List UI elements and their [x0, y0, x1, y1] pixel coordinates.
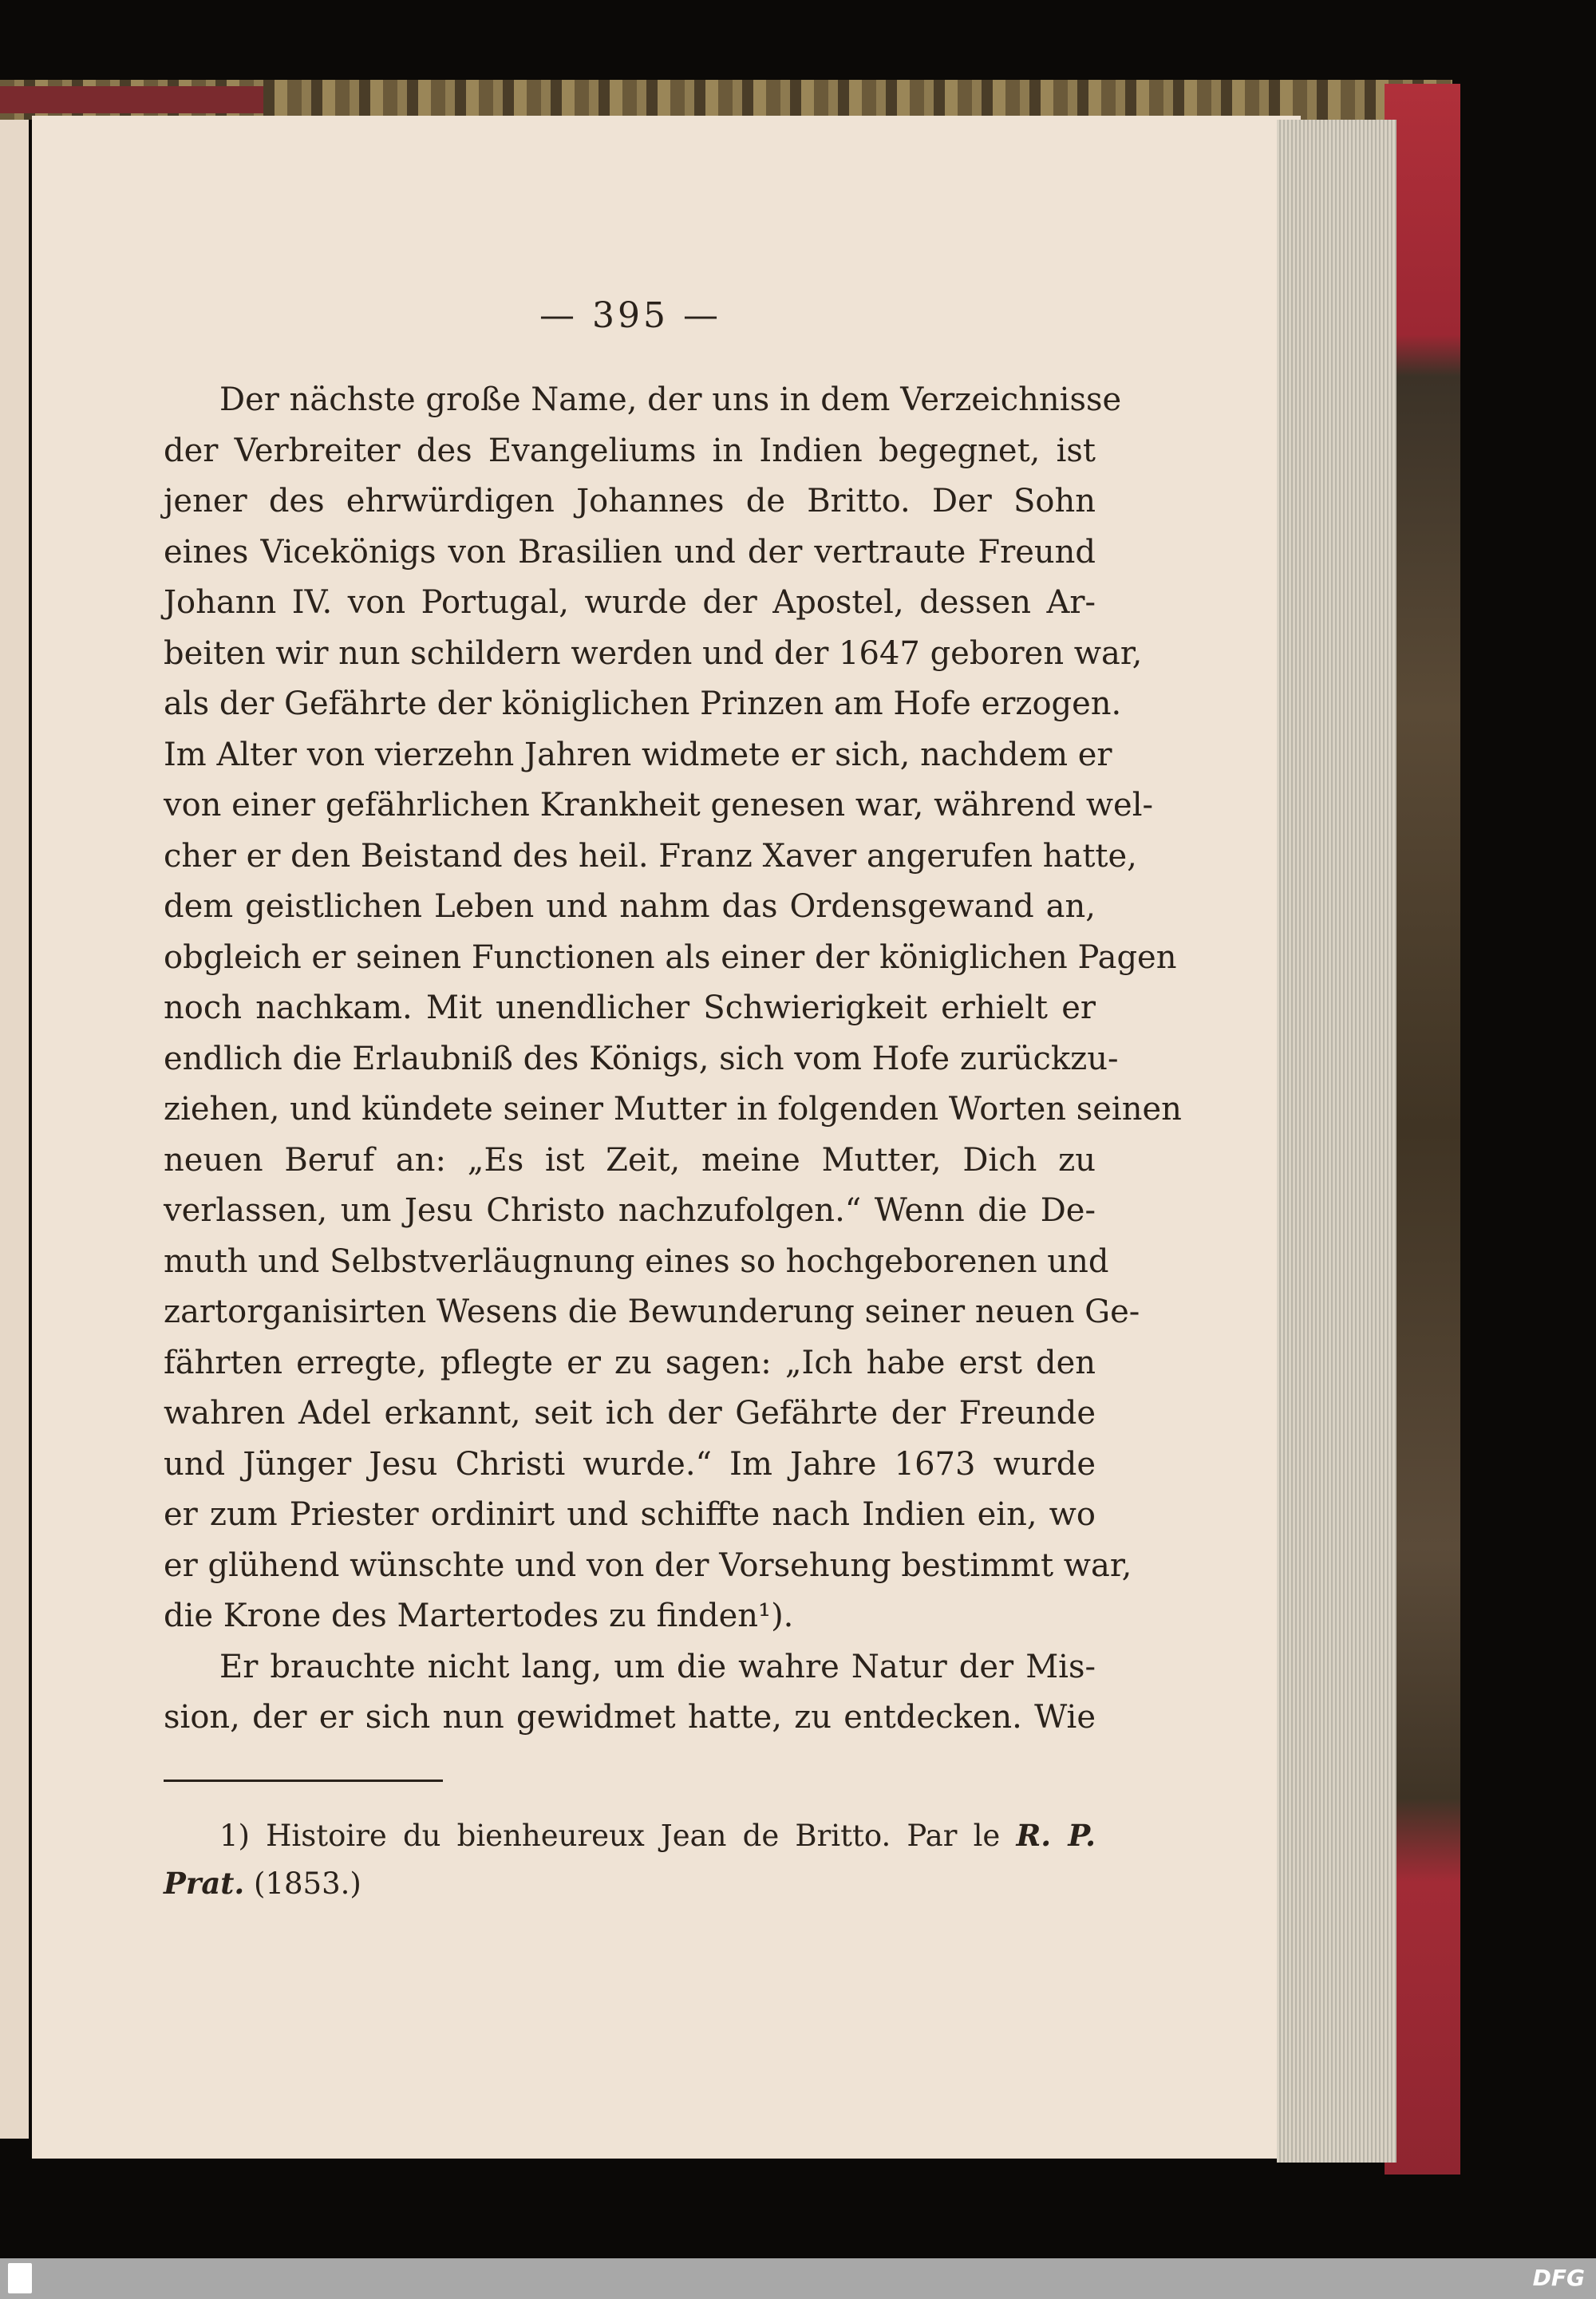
text-line: muth und Selbstverläugnung eines so hochgeborenen und: [164, 1242, 1109, 1280]
text-line: noch nachkam. Mit unendlicher Schwierigkeit erhielt er: [164, 990, 1096, 1026]
footnote-author: R. P.: [1016, 1818, 1096, 1853]
footnote-line: [164, 1859, 1096, 1907]
dfg-logo: DFG: [1532, 2265, 1585, 2291]
text-line: Johann IV. von Portugal, wurde der Apostel, dessen Ar-: [164, 584, 1096, 621]
footnote-author: Prat.: [164, 1866, 245, 1901]
book-cover-left: [0, 86, 263, 113]
text-line: Im Alter von vierzehn Jahren widmete er sich, nachdem er: [164, 736, 1112, 773]
footnote-year: (1853.): [254, 1866, 361, 1901]
footnote: [164, 1811, 1096, 1907]
text-line: als der Gefährte der königlichen Prinzen am Hofe erzogen.: [164, 685, 1122, 722]
page-number: — 395 —: [539, 295, 721, 336]
text-line: jener des ehrwürdigen Johannes de Britto. Der Sohn: [164, 483, 1096, 519]
text-line: wahren Adel erkannt, seit ich der Gefährte der Freunde: [164, 1395, 1096, 1432]
text-line: fährten erregte, pflegte er zu sagen: „Ich habe erst den: [164, 1344, 1096, 1381]
text-line: Der nächste große Name, der uns in dem Verzeichnisse: [219, 381, 1122, 418]
viewer-bottom-bar: [0, 2258, 1596, 2299]
text-line: er zum Priester ordinirt und schiffte nach Indien ein, wo: [164, 1496, 1096, 1533]
text-line: dem geistlichen Leben und nahm das Ordensgewand an,: [164, 888, 1096, 925]
text-line: endlich die Erlaubniß des Königs, sich vom Hofe zurückzu-: [164, 1040, 1119, 1077]
text-line: zartorganisirten Wesens die Bewunderung seiner neuen Ge-: [164, 1294, 1140, 1330]
text-line: und Jünger Jesu Christi wurde.“ Im Jahre 1673 wurde: [164, 1445, 1096, 1483]
footnote-line: [164, 1811, 1096, 1859]
text-line: obgleich er seinen Functionen als einer der königlichen Pagen: [164, 938, 1177, 976]
footnote-text: 1) Histoire du bienheureux Jean de Britto. Par le: [219, 1819, 1001, 1853]
text-line: die Krone des Martertodes zu finden¹).: [164, 1598, 794, 1634]
text-line: sion, der er sich nun gewidmet hatte, zu entdecken. Wie: [164, 1699, 1096, 1736]
text-line: ziehen, und kündete seiner Mutter in folgenden Worten seinen: [164, 1091, 1182, 1128]
text-line: verlassen, um Jesu Christo nachzufolgen.“ Wenn die De-: [164, 1192, 1096, 1229]
text-line: der Verbreiter des Evangeliums in Indien begegnet, ist: [164, 432, 1096, 469]
text-line: Er brauchte nicht lang, um die wahre Natur der Mis-: [219, 1648, 1096, 1685]
text-line: er glühend wünschte und von der Vorsehung bestimmt war,: [164, 1546, 1132, 1584]
text-line: cher er den Beistand des heil. Franz Xaver angerufen hatte,: [164, 837, 1137, 875]
body-text: [164, 375, 1182, 1744]
text-line: beiten wir nun schildern werden und der 1647 geboren war,: [164, 634, 1143, 672]
page-stack-edge: [1277, 120, 1396, 2163]
footnote-rule: [164, 1780, 443, 1782]
text-line: eines Vicekönigs von Brasilien und der vertraute Freund: [164, 533, 1096, 571]
facing-page-edge: [0, 120, 29, 2139]
library-logo-icon: [8, 2263, 32, 2293]
text-line: von einer gefährlichen Krankheit genesen war, während wel-: [164, 787, 1154, 824]
text-line: neuen Beruf an: „Es ist Zeit, meine Mutter, Dich zu: [164, 1141, 1096, 1179]
